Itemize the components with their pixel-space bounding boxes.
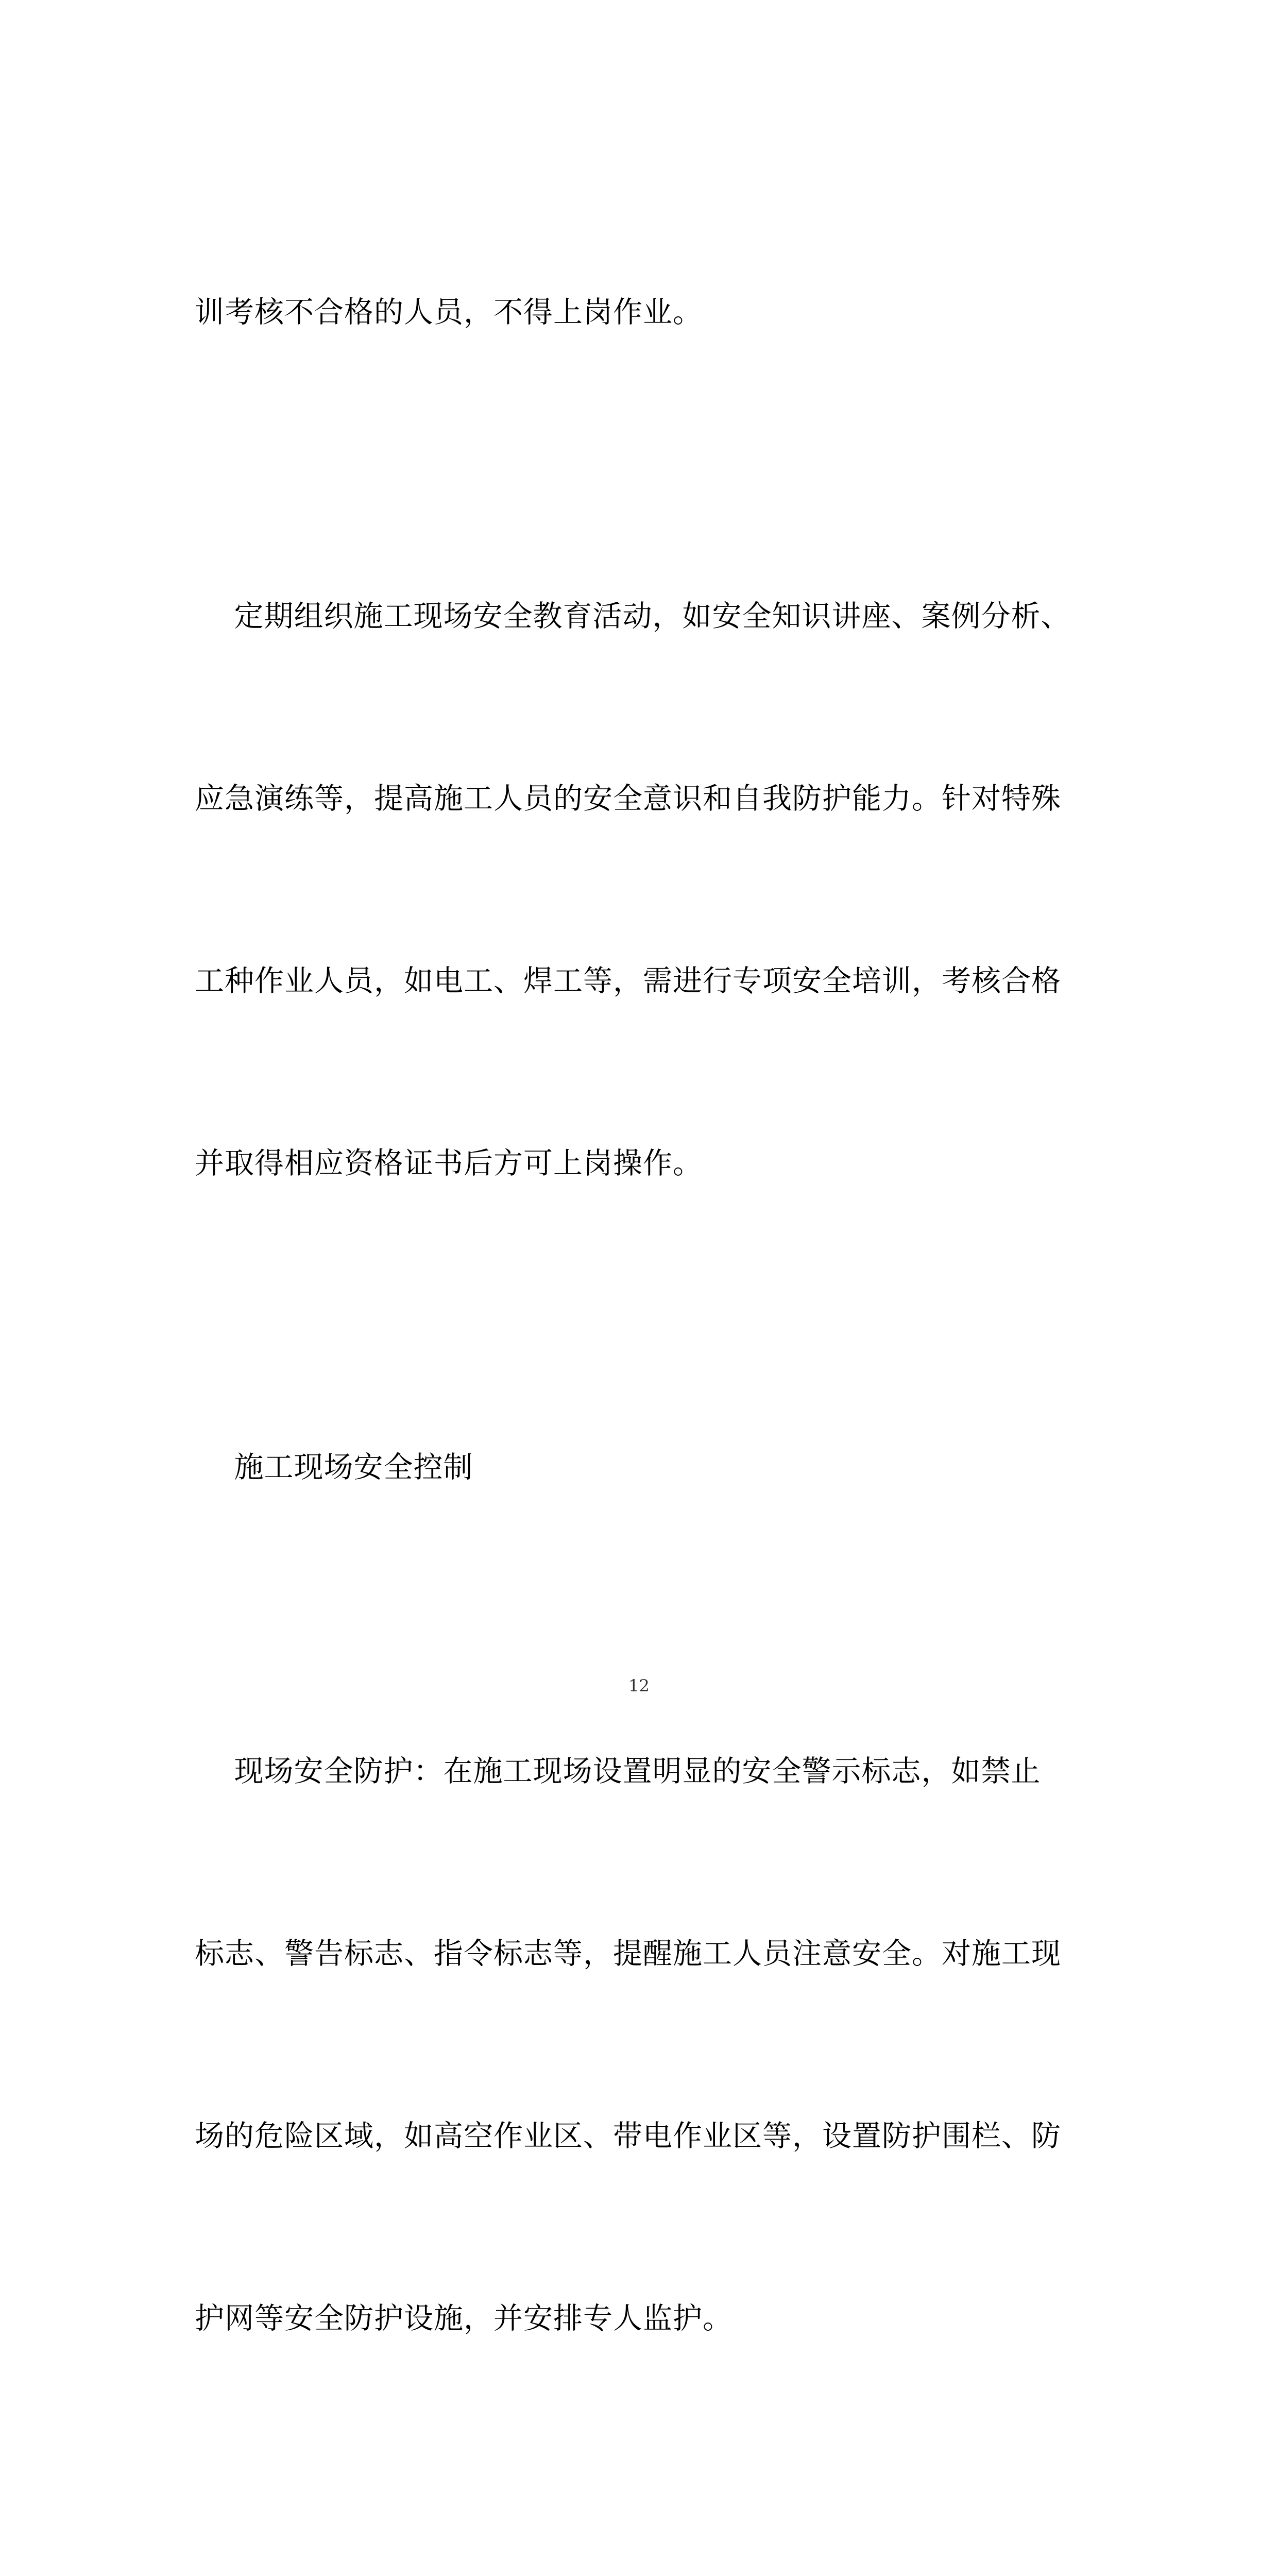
text-line: 应急演练等，提高施工人员的安全意识和自我防护能力。针对特殊 [195, 782, 1061, 816]
text-line: 场的危险区域，如高空作业区、带电作业区等，设置防护围栏、防 [195, 2119, 1061, 2153]
document-body [195, 160, 1086, 2576]
paragraph-site-protection [195, 1619, 1086, 2470]
paragraph-continuation [195, 160, 1086, 464]
text-line: 现场安全防护：在施工现场设置明显的安全警示标志，如禁止 [195, 1754, 1041, 1788]
text-line: 标志、警告标志、指令标志等，提醒施工人员注意安全。对施工现 [195, 1937, 1061, 1971]
paragraph-electrical-safety [195, 2470, 1086, 2576]
heading-text: 施工现场安全控制 [195, 1450, 473, 1484]
text-line: 训考核不合格的人员，不得上岗作业。 [195, 295, 703, 329]
section-heading [195, 1315, 1086, 1619]
text-line: 定期组织施工现场安全教育活动，如安全知识讲座、案例分析、 [195, 599, 1071, 633]
text-line: 并取得相应资格证书后方可上岗操作。 [195, 1146, 703, 1180]
paragraph-safety-education [195, 464, 1086, 1315]
page-number: 12 [628, 1676, 650, 1696]
text-line: 护网等安全防护设施，并安排专人监护。 [195, 2301, 732, 2335]
text-line: 工种作业人员，如电工、焊工等，需进行专项安全培训，考核合格 [195, 964, 1061, 998]
